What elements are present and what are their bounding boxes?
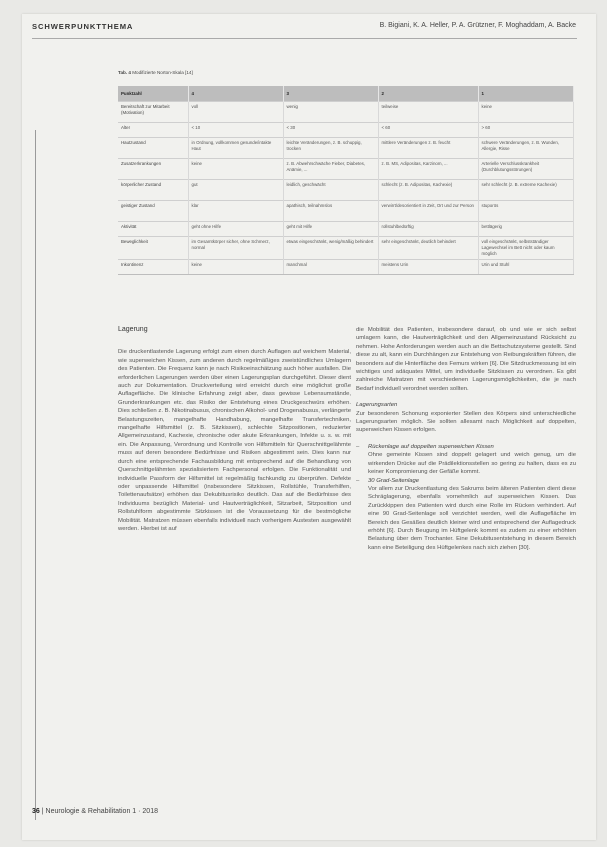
table-cell: > 60 (478, 123, 573, 138)
table-cell: apathisch, teilnahmslos (283, 201, 378, 222)
table-row (118, 222, 573, 237)
table-cell: gut (188, 180, 283, 201)
table-row (118, 237, 573, 260)
table-cell: keine (188, 260, 283, 275)
table-cell: sehr schlecht (z. B. extreme Kachexie) (478, 180, 573, 201)
table-cell: leidlich, geschwächt (283, 180, 378, 201)
table-caption-text: Modifizierte Norton-Skala [14] (132, 70, 193, 75)
table-row (118, 102, 573, 123)
table-cell: rollstuhlbedürftig (378, 222, 478, 237)
row-label: Zusatzerkrankungen (118, 159, 188, 180)
table-cell: sehr eingeschränkt, deutlich behindert (378, 237, 478, 260)
row-label: Beweglichkeit (118, 237, 188, 260)
table-cell: keine (188, 159, 283, 180)
table-cell: < 60 (378, 123, 478, 138)
header-cell: 1 (478, 86, 573, 102)
table-cell: in Ordnung, vollkommen gesunde/intakte Haut (188, 138, 283, 159)
row-label: körperlicher Zustand (118, 180, 188, 201)
body-paragraph: Zur besonderen Schonung exponierter Stellen des Körpers sind unterschiedliche Lagerungsarten möglich. Sie sollten allesamt nach Möglichkeit auf doppelten, superweichen Kissen erfolgen. (356, 410, 576, 434)
table-cell: z. B. MS, Adipositas, Karzinom, ... (378, 159, 478, 180)
section-title: SCHWERPUNKTTHEMA (32, 22, 134, 31)
table-row (118, 159, 573, 180)
row-label: Bereitschaft zur Mitarbeit (Motivation) (118, 102, 188, 123)
table-row (118, 138, 573, 159)
header-cell: 2 (378, 86, 478, 102)
row-label: Inkontinenz (118, 260, 188, 275)
journal-name: | Neurologie & Rehabilitation 1 · 2018 (41, 808, 158, 815)
table-cell: leichte Veränderungen, z. B. schuppig, trocken (283, 138, 378, 159)
list-item (356, 477, 576, 553)
table-cell: Urin und Stuhl (478, 260, 573, 275)
list-item-text: Ohne gemeinte Kissen sind doppelt gelagert und weich genug, um die wirkenden Drücke auf die Prädilektionsstellen so gering zu halten, dass es zu keiner Kompromierung der Gefäße kommt. (368, 452, 576, 476)
table-cell: meistens Urin (378, 260, 478, 275)
table-cell: manchmal (283, 260, 378, 275)
body-paragraph: die Mobilität des Patienten, insbesondere darauf, ob und wie er sich selbst umlagern kann, die Hautverträglichkeit und den Allgemeinzustand Rücksicht zu nehmen. Hohe Anforderungen werden auch an die Bettschutzsysteme gestellt. Sind diese zu alt, kann ein Durchhängen zur Entstehung von Reibungskräften führen, die besonders auf die Hinterfläche des Femurs wirken [6]. Die Sitzdruckmessung ist ein wichtiges und adäquates Mittel, um individuelle Sitzkissen zu verordnen. Es gibt zahlreiche Matratzen mit verschiedenen Lagerungsmöglichkeiten, die je nach Bedarf individuell verordnet werden sollten. (356, 327, 576, 392)
table-cell: voll eingeschränkt, selbstständiger Lagewechsel im Bett nicht oder kaum möglich (478, 237, 573, 260)
table-cell: < 10 (188, 123, 283, 138)
table-cell: geht ohne Hilfe (188, 222, 283, 237)
header-divider (32, 38, 577, 39)
norton-scale-table (118, 86, 574, 275)
table-cell: < 30 (283, 123, 378, 138)
table-cell: bettlägerig (478, 222, 573, 237)
header-cell: 3 (283, 86, 378, 102)
body-paragraph: Die druckentlastende Lagerung erfolgt zum einen durch Auflagen auf weichem Material, wie superweichen Kissen, zum anderen durch regelmäßiges zweistündliches Umlagern des Patienten. Die Frequenz kann je nach Risikoeinschätzung auch höher ausfallen. Die erforderlichen Lagerungen werden über einen Lagerungsplan durchgeführt. Dieser dient auch zur Dokumentation. Druckverteilung wird erreicht durch eine möglichst große Auflagefläche. Die klinische Erfahrung zeigt aber, dass gewisse Lebensumstände, Grunderkrankungen etc. das Risiko der Entstehung eines Druckgeschwürs erhöhen. Dies schließen z. B. Nikotinabusus, chronischen Alkohol- und Drogenabusus, verlängerte Belastungszeiten, mangelhafte Handhabung, mangelhafte Transfertechniken, mangelhafte Hilfsmittel (z. B. Sitzkissen), schlechte Sitzpositionen, reduzierter Allgemeinzustand, Kachexie, chronische oder akute Erkrankungen, Infekte u. s. w. mit ein. Die Anpassung, Verordnung und Kontrolle von Hilfsmitteln für Querschnittgelähmte muss auf deren besondere Bedürfnisse und Risiken abgestimmt sein. Dies kann nur durch eine entsprechende Fachausbildung mit entsprechend auf die Behandlung von Querschnittgelähmten spezialisiertem Fachpersonal erfolgen. Die Funktionalität und individuelle Passform der Hilfsmittel ist regelmäßig fachkundig zu überprüfen. Defekte oder unpassende Hilfsmittel (insbesondere Sitzkissen, Rollstühle, Transferhilfen, Toilettenaufsätze) erhöhen das Dekubitusrisiko deutlich. Das auf die Bedürfnisse des Individuums bezüglich Material- und Hautverträglichkeit, Sitzarbeit, Sitzposition und Rollstuhlform abgestimmte Sitzkissen ist die Voraussetzung für die bestmögliche Mobilität. Matratzen müssen ebenfalls individuell nach vorherigem Austesten ausgewählt werden. Hierbei ist auf (118, 349, 351, 532)
table-cell: wenig (283, 102, 378, 123)
header-cell: Punktzahl (118, 86, 188, 102)
table-cell: schlecht (z. B. Adipositas, Kachexie) (378, 180, 478, 201)
row-label: Aktivität (118, 222, 188, 237)
table-cell: Arterielle Verschlusskrankheit (Durchblutungsstörungen) (478, 159, 573, 180)
table-cell: schwere Veränderungen, z. B. Wunden, Allergie, Risse (478, 138, 573, 159)
table-row (118, 123, 573, 138)
table-cell: im Gesamtkörper sicher, ohne Schmerz, normal (188, 237, 283, 260)
list-item-title: Rückenlage auf doppelten superweichen Kissen (368, 443, 494, 450)
table-cell: geht mit Hilfe (283, 222, 378, 237)
margin-rule (35, 130, 36, 820)
page-header (32, 22, 576, 36)
table-cell: stuporös (478, 201, 573, 222)
list-dash: – (356, 443, 360, 450)
table-row (118, 201, 573, 222)
table-cell: mittlere Veränderungen z. B. feucht (378, 138, 478, 159)
row-label: geistiger Zustand (118, 201, 188, 222)
authors: B. Bigiani, K. A. Heller, P. A. Grützner, F. Moghaddam, A. Backe (379, 22, 576, 29)
list-item (356, 443, 576, 477)
table-cell: etwas eingeschränkt, wenig/mäßig behindert (283, 237, 378, 260)
subsection-heading: Lagerungsarten (356, 402, 398, 409)
table-row (118, 180, 573, 201)
row-label: Alter (118, 123, 188, 138)
table-row (118, 260, 573, 275)
table-cell: z. B. Abwehrschwäche Fieber, Diabetes, Anämie, ... (283, 159, 378, 180)
table-cell: teilweise (378, 102, 478, 123)
right-text-column (356, 326, 576, 552)
header-cell: 4 (188, 86, 283, 102)
table-cell: verwirrt/desorientiert in Zeit, Ort und zur Person (378, 201, 478, 222)
table-caption (118, 70, 193, 75)
section-heading: Lagerung (118, 326, 148, 333)
row-label: Hautzustand (118, 138, 188, 159)
left-text-column (118, 326, 351, 541)
list-item-title: 30 Grad-Seitenlage (368, 477, 420, 484)
table-cell: voll (188, 102, 283, 123)
table-cell: klar (188, 201, 283, 222)
page-number: 36 (32, 808, 40, 815)
list-item-text: Vor allem zur Druckentlastung des Sakrums beim älteren Patienten dient diese Schräglagerung, ebenfalls vornehmlich auf superweichen Kissen. Das Zurückkippen des Patienten wird durch eine Rolle im Rücken verhindert. Auf eine 90 Grad-Seitenlage soll verzichtet werden, weil die Auflagefläche im Bereich des Gesäßes deutlich kleiner wird und entsprechend der Auflagedruck erhöht [6]. Durch Beugung im Hüftgelenk kommt es zudem zu einer erhöhten Belastung über dem Trochanter. Eine Dekubitusentstehung in diesem Bereich kann eine Beteiligung des Hüftgelenkes nach sich ziehen [30]. (368, 485, 576, 551)
list-dash: – (356, 477, 360, 484)
table-header-row (118, 86, 573, 102)
table-cell: keine (478, 102, 573, 123)
page-footer (32, 808, 158, 815)
table-caption-number: Tab. 4 (118, 70, 131, 75)
